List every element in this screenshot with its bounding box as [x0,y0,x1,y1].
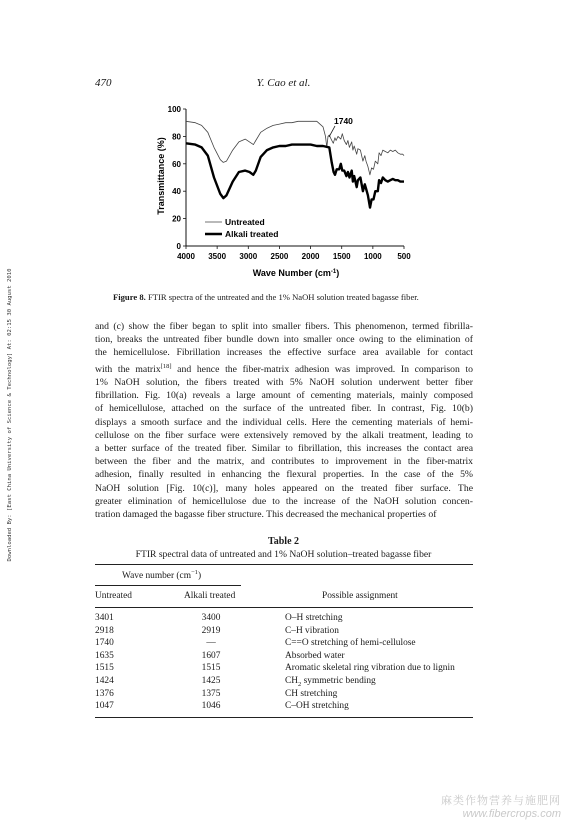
x-tick-label: 2500 [270,252,289,261]
table-header-rule [95,607,473,608]
series-untreated-line [186,121,404,175]
ftir-chart [0,0,567,290]
y-tick-label: 40 [172,187,181,197]
watermark-chinese-text: 麻类作物营养与施肥网 [441,794,561,807]
body-line: fibrillation. Fig. 10(a) reveals a large amount of cementing materials, mainly composed [95,390,473,402]
plot-axes [186,109,404,246]
y-axis-label: Transmittance (%) [156,137,166,215]
body-line: a better surface of the treated fiber. Similar to fibrillation, this increases the contact area [95,443,473,455]
y-axis-ticks [168,105,186,251]
table-top-rule [95,564,473,565]
cell-untreated: 1740 [95,638,114,649]
body-line: tration damaged the bagasse fiber structure. This decreased the mechanical properties of [95,509,437,521]
body-line: of hemicellulose, attached on the surface of the untreated fiber. In contrast, Fig. 10(b) [95,403,473,415]
y-tick-label: 60 [172,159,181,169]
cell-untreated: 1376 [95,688,114,699]
cell-alkali-treated: 1046 [201,701,221,712]
annotation-leader-line [329,126,335,137]
cell-alkali-treated: 1425 [201,676,221,686]
x-axis-label: Wave Number $(cm^{-1})$ [252,268,340,278]
x-tick-label: 3500 [208,252,227,261]
body-line: adhesion, finally resulted in enhancing the flexural properties. In the case of the 5% [95,469,473,481]
cell-assignment: CH stretching [285,688,338,699]
figure-caption [113,292,419,302]
y-tick-label: 80 [172,132,181,142]
cell-assignment: C–OH stretching [285,701,349,712]
header-untreated: Untreated [95,591,132,601]
cell-assignment: Absorbed water [285,650,345,661]
header-alkali-treated: Alkali treated [184,591,236,601]
running-head-author: Y. Cao et al. [256,77,311,89]
body-line: cellulose on the fiber surface were extensively removed by the alkali treatment, leading to [95,429,473,441]
cell-untreated: 1515 [95,663,114,674]
body-line: NaOH solution [Fig. 10(c)], many holes appeared on the treated fiber surface. The [95,482,473,494]
cell-assignment: O–H stretching [285,613,343,623]
peak-annotation-1740: 1740 [334,116,353,126]
x-tick-label: 1500 [332,252,351,261]
body-line: between the fiber and the matrix, and contributes to improvement in the fiber-matrix [95,456,473,468]
x-tick-label: 1000 [363,252,382,261]
body-line: tion, breaks the untreated fiber bundle down into smaller once owing to the elimination of [95,334,473,346]
table-title: Table 2 [267,536,300,547]
cell-untreated: 1635 [95,650,114,661]
cell-alkali-treated: 3400 [201,613,221,623]
x-tick-label: 500 [397,252,411,261]
y-tick-label: 0 [176,242,181,251]
cell-assignment: Aromatic skeletal ring vibration due to lignin [285,663,455,674]
cell-untreated: 1424 [95,676,114,686]
table-caption: FTIR spectral data of untreated and 1% NaOH solution–treated bagasse fiber [135,549,432,560]
x-axis-ticks [177,246,411,261]
column-group-rule [95,585,241,586]
page-number: 470 [95,77,112,89]
cell-assignment: C–H vibration [285,625,339,636]
y-tick-label: 100 [167,105,181,114]
body-line: with the matrix[18] and hence the fiber-matrix adhesion was improved. In comparison to [95,362,473,375]
cell-alkali-treated: 1375 [201,688,221,699]
cell-assignment: C==O stretching of hemi-cellulose [285,638,416,649]
figure-label: Figure 8. [113,292,146,302]
legend-label: Untreated [225,217,265,227]
download-note: Downloaded By: [East China University of Science & Technology] At: 02:15 30 August 2010 [7,268,13,562]
cell-alkali-treated: 1515 [201,663,221,674]
cell-untreated: 3401 [95,613,114,623]
table-bottom-rule [95,717,473,718]
column-group-header: Wave number $(cm^{-1})$ [122,569,202,582]
series-alkali-treated-line [186,143,404,207]
legend [205,217,278,239]
y-tick-label: 20 [172,214,181,224]
cell-assignment: $CH_2$ symmetric bending [285,676,376,688]
x-tick-label: 3000 [239,252,258,261]
body-line: and (c) show the fiber began to split into smaller fibers. This phenomenon, termed fibrilla- [95,321,473,332]
series-layer [186,121,404,207]
cell-untreated: 1047 [95,701,114,712]
cell-alkali-treated: — [206,638,216,649]
cell-alkali-treated: 2919 [201,625,221,636]
body-line: greater elimination of hemicellulose due to the increase of the NaOH solution concen- [95,495,473,507]
body-line: the hemicellulose. Fibrillation increases the effective surface area available for contact [95,347,473,359]
cell-untreated: 2918 [95,625,114,636]
cell-alkali-treated: 1607 [201,650,221,661]
site-watermark [441,792,561,820]
watermark-url: www.fibercrops.com [462,808,561,820]
figure-caption-text: FTIR spectra of the untreated and the 1% NaOH solution treated bagasse fiber. [147,292,419,302]
header-possible-assignment: Possible assignment [322,591,398,601]
x-tick-label: 2000 [301,252,320,261]
body-line: displays a smooth surface and the individual cells. Here the cementing materials of hemi- [95,416,473,428]
legend-label: Alkali treated [225,229,279,239]
x-tick-label: 4000 [177,252,195,261]
body-paragraph [95,320,473,521]
body-line: 1% NaOH solution, the fibers treated with 5% NaOH solution underwent better fiber [95,377,473,389]
